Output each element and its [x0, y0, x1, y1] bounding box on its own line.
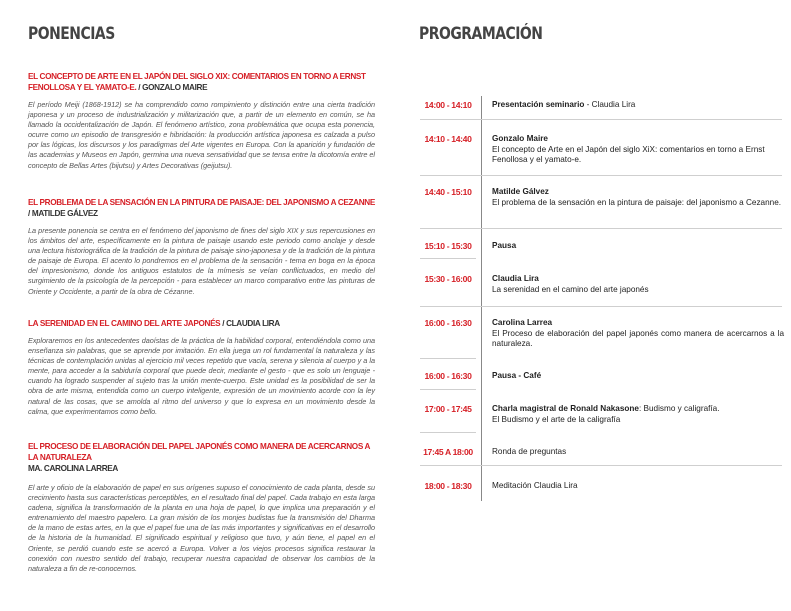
- paper-3-abstract: Exploraremos en los antecedentes daoístas de la práctica de la habilidad corporal, entendiéndola como una enseñanza sin palabras, que se aprende por imitación. En ella juega un rol fundamental la naturaleza y las técnicas de contemplación unidas al ejercicio mil veces repetido que vacía, serena y silencia al cuerpo y a la mente, para acceder a la sabiduría corporal que puede decir, mediante el gesto - que es solo un lenguaje - cuando ha logrado suspender al sujeto tras la unión mente-cuerpo. Este unidad es la posibilidad de ser la obra de arte misma, entendida como un cuerpo inteligente, expresión de un movimiento acorde con la ley natural de las cosas, que se amolda al ritmo del universo y que lo expresa en un movimiento desde la calma, que experimentamos como bello.: [28, 336, 375, 416]
- schedule-separator: [420, 175, 782, 176]
- schedule-separator: [420, 119, 782, 120]
- paper-4-title: EL PROCESO DE ELABORACIÓN DEL PAPEL JAPONÉS COMO MANERA DE ACERCARNOS A LA NATURALEZA MA. CAROLINA LARREA: [28, 442, 370, 473]
- schedule-description: Presentación seminario - Claudia Lira: [492, 100, 636, 109]
- schedule-divider: [481, 96, 482, 501]
- schedule-description: Pausa - Café: [492, 371, 542, 380]
- schedule-description: Pausa: [492, 241, 517, 250]
- schedule-separator: [420, 258, 476, 259]
- schedule-description: Ronda de preguntas: [492, 447, 567, 456]
- ponencias-heading: PONENCIAS: [28, 24, 115, 44]
- paper-4-abstract: El arte y oficio de la elaboración de papel en sus orígenes supuso el conocimiento de cada planta, desde su crecimiento hasta sus características perceptibles, en el resultado final del papel. Cada trabajo en esta larga cadena, significa la transformación de la planta en una hoja de papel, lo que implica una preparación y el entrenamiento del maestro papelero. La gran misión de los monjes budistas fue la transmisión del Dharma de la mano de estas artes, en la que el papel fue una de las más importantes y significativas en el desarrollo de la historia de la humanidad. El significado espiritual y religioso que tuvo, y aún tiene, el papel en el Oriente, se perdió cuando este se acercó a Europa. Volver a los viejos procesos significa restaurar la conexión con nuestro sentido del trabajo, recuperar nuestra capacidad de observar los cambios de la naturaleza a fin de re-conocernos.: [28, 483, 375, 573]
- schedule-time: 17:45 A 18:00: [423, 447, 473, 457]
- schedule-separator: [420, 228, 782, 229]
- paper-3-title: LA SERENIDAD EN EL CAMINO DEL ARTE JAPONÉS / CLAUDIA LIRA: [28, 319, 280, 328]
- schedule-description: Carolina Larrea El Proceso de elaboración del papel japonés como manera de acercarnos a la naturaleza.: [492, 318, 784, 349]
- schedule-description: Gonzalo Maire El concepto de Arte en el Japón del siglo XiX: comentarios en torno a Ernst Fenollosa y el yamato-e.: [492, 134, 765, 165]
- schedule-time: 14:00 - 14:10: [424, 100, 472, 110]
- schedule-time: 15:30 - 16:00: [424, 274, 472, 284]
- paper-3-author: / CLAUDIA LIRA: [220, 319, 280, 328]
- paper-2: [28, 197, 375, 297]
- paper-2-title: EL PROBLEMA DE LA SENSACIÓN EN LA PINTURA DE PAISAJE: DEL JAPONISMO A CEZANNE / MATILDE GÁLVEZ: [28, 198, 375, 218]
- schedule-time: 18:00 - 18:30: [424, 481, 472, 491]
- schedule-description: Claudia Lira La serenidad en el camino del arte japonés: [492, 274, 649, 294]
- schedule-time: 16:00 - 16:30: [424, 318, 472, 328]
- schedule-time: 14:40 - 15:10: [424, 187, 472, 197]
- schedule-description: Meditación Claudia Lira: [492, 481, 578, 490]
- paper-4-author: MA. CAROLINA LARREA: [28, 464, 118, 473]
- schedule-separator: [420, 465, 782, 466]
- paper-1-author: / GONZALO MAIRE: [136, 83, 208, 92]
- paper-1-abstract: El período Meiji (1868-1912) se ha comprendido como rompimiento y distinción entre una cierta tradición japonesa y un proceso de industrialización y militarización que, a partir de un elemento en común, se ha llamado la occidentalización de Japón. El fenómeno artístico, zona problemática que ocupa esta ponencia, ocurre como un episodio de transgresión e hibridación: la producción artística japonesa es calzada a pulso por las lógicas, los discursos y los paradigmas del Arte vigentes en Europa. Con la aparición y fundación de las academias y Museos en Japón, germina una nueva sensatividad que se tensa entre la dicotomía entre el concepto de Bellas Artes (bijutsu) y Artes Decorativas (geijutsu).: [28, 100, 375, 170]
- schedule-time: 17:00 - 17:45: [424, 404, 472, 414]
- schedule-description: Charla magistral de Ronald Nakasone: Budismo y caligrafía. El Budismo y el arte de la caligrafía: [492, 404, 720, 424]
- schedule-separator: [420, 389, 476, 390]
- schedule-description: Matilde Gálvez El problema de la sensación en la pintura de paisaje: del japonismo a Cezanne.: [492, 187, 782, 207]
- schedule-time: 15:10 - 15:30: [424, 241, 472, 251]
- schedule-separator: [420, 306, 782, 307]
- paper-2-abstract: La presente ponencia se centra en el fenómeno del japonismo de fines del siglo XIX y sus repercusiones en los ámbitos del arte, específicamente en la pintura de paisaje usando este periodo como anclaje y desde una lectura historiográfica de la tradición de la pintura de paisaje sino-japonesa y de la tradición de la pintura de paisaje de Europa. El acento lo pondremos en el problema de la sensación - tema en boga en la época del impresionismo, donde los antiguos estatutos de la mímesis se veían conflictuados, en medio del surgimiento de la psicología de la percepción - para establecer un marco comparativo entre las pinturas de Oriente y Occidente, a partir de la obra de Cézanne.: [28, 226, 375, 296]
- schedule-time: 16:00 - 16:30: [424, 371, 472, 381]
- paper-1: [28, 71, 375, 171]
- paper-4: [28, 441, 375, 574]
- paper-2-author: / MATILDE GÁLVEZ: [28, 209, 98, 218]
- schedule-separator: [420, 432, 476, 433]
- paper-1-title: EL CONCEPTO DE ARTE EN EL JAPÓN DEL SIGLO XIX: COMENTARIOS EN TORNO A ERNST FENOLLOSA Y EL YAMATO-E. / GONZALO MAIRE: [28, 72, 366, 92]
- schedule-time: 14:10 - 14:40: [424, 134, 472, 144]
- schedule-separator: [420, 358, 476, 359]
- paper-3: [28, 318, 375, 417]
- programacion-heading: PROGRAMACIÓN: [419, 24, 543, 44]
